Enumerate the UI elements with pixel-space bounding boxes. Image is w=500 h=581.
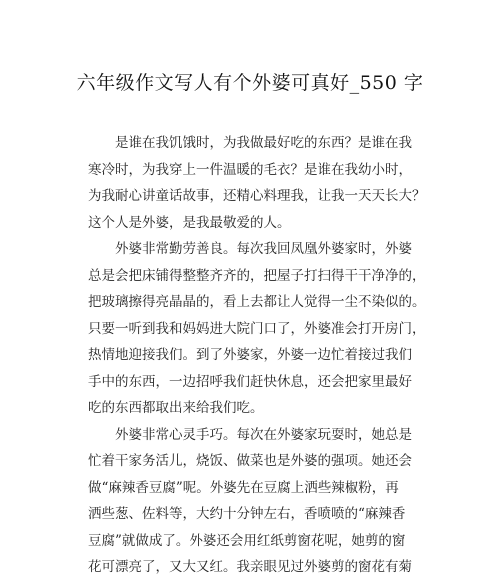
text-line: 洒些葱、佐料等，大约十分钟左右，香喷喷的“麻辣香 [88,506,406,522]
text-line: 寒冷时，为我穿上一件温暖的毛衣？是谁在我幼小时， [88,161,412,178]
text-line: 手中的东西，一边招呼我们赶快休息，还会把家里最好 [88,373,412,390]
document-title: 六年级作文写人有个外婆可真好_550 字 [76,72,424,94]
text-line: 豆腐”就做成了。外婆还会用红纸剪窗花呢，她剪的窗 [88,532,406,549]
text-line: 外婆非常勤劳善良。每次我回凤凰外婆家时，外婆 [115,241,412,257]
text-line: 吃的东西都取出来给我们吃。 [88,400,264,416]
document-body [88,130,426,581]
text-line: 做“麻辣香豆腐”呢。外婆先在豆腐上洒些辣椒粉，再 [88,479,399,496]
text-line: 外婆非常心灵手巧。每次在外婆家玩耍时，她总是 [115,426,412,443]
text-line: 为我耐心讲童话故事，还精心料理我，让我一天天长大？ [88,188,426,204]
text-line: 这个人是外婆，是我最敬爱的人。 [88,214,291,231]
text-line: 把玻璃擦得亮晶晶的，看上去都让人觉得一尘不染似的。 [88,294,426,310]
text-line: 总是会把床铺得整整齐齐的，把屋子打扫得干干净净的， [88,267,426,284]
text-line: 忙着干家务活儿，烧饭、做菜也是外婆的强项。她还会 [88,453,412,469]
paragraph-3 [88,422,412,581]
paragraph-2 [88,236,426,422]
text-line: 只要一听到我和妈妈进大院门口了，外婆准会打开房门， [88,320,426,337]
text-line: 是谁在我饥饿时，为我做最好吃的东西？是谁在我 [115,135,412,151]
text-line: 热情地迎接我们。到了外婆家，外婆一边忙着接过我们 [88,347,412,363]
paragraph-1 [88,130,426,236]
text-line: 花可漂亮了，又大又红。我亲眼见过外婆剪的窗花有菊 [88,559,412,575]
